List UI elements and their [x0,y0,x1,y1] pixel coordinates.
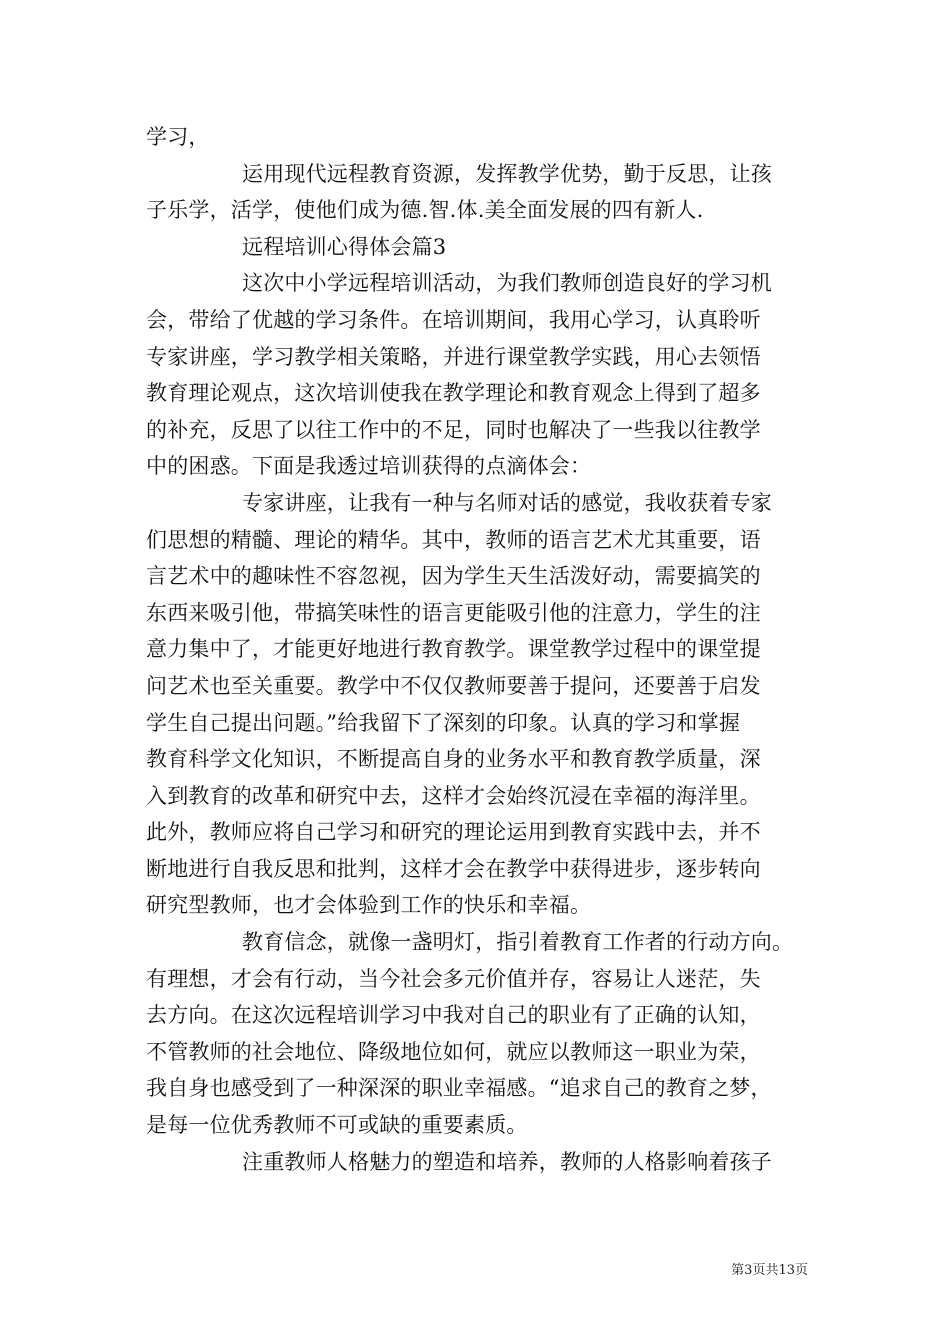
text-line: 学生自己提出问题。”给我留下了深刻的印象。认真的学习和掌握 [146,710,741,735]
text-line: 的补充，反思了以往工作中的不足，同时也解决了一些我以往教学 [146,417,761,442]
page-number: 第3页共13页 [731,1263,808,1278]
text-line: 注重教师人格魅力的塑造和培养，教师的人格影响着孩子 [242,1149,772,1174]
text-line: 不管教师的社会地位、降级地位如何，就应以教师这一职业为荣， [146,1039,761,1064]
text-line: 会，带给了优越的学习条件。在培训期间，我用心学习，认真聆听 [146,307,761,332]
text-line: 子乐学，活学，使他们成为德.智.体.美全面发展的四有新人. [146,198,704,223]
text-line: 学习， [146,125,210,149]
text-line: 意力集中了，才能更好地进行教育教学。课堂教学过程中的课堂提 [146,637,761,662]
text-line: 研究型教师，也才会体验到工作的快乐和幸福。 [146,893,592,918]
text-line: 入到教育的改革和研究中去，这样才会始终沉浸在幸福的海洋里。 [146,783,761,808]
text-line: 运用现代远程教育资源，发挥教学优势，勤于反思，让孩 [242,161,772,186]
section-heading: 远程培训心得体会篇3 [242,234,447,259]
text-line: 教育信念，就像一盏明灯，指引着教育工作者的行动方向。 [242,930,794,955]
text-line: 教育科学文化知识，不断提高自身的业务水平和教育教学质量，深 [146,747,761,772]
text-line: 中的困惑。下面是我透过培训获得的点滴体会： [146,454,592,479]
text-line: 此外，教师应将自己学习和研究的理论运用到教育实践中去，并不 [146,820,761,845]
text-line: 是每一位优秀教师不可或缺的重要素质。 [146,1113,528,1138]
text-line: 专家讲座，让我有一种与名师对话的感觉，我收获着专家 [242,490,772,515]
text-line: 问艺术也至关重要。教学中不仅仅教师要善于提问，还要善于启发 [146,673,761,698]
text-line: 东西来吸引他，带搞笑味性的语言更能吸引他的注意力，学生的注 [146,600,761,625]
text-line: 有理想，才会有行动，当今社会多元价值并存，容易让人迷茫，失 [146,966,761,991]
text-line: 去方向。在这次远程培训学习中我对自己的职业有了正确的认知， [146,1003,761,1028]
text-line: 言艺术中的趣味性不容忽视，因为学生天生活泼好动，需要搞笑的 [146,564,761,589]
text-line: 专家讲座，学习教学相关策略，并进行课堂教学实践，用心去领悟 [146,344,761,369]
text-line: 教育理论观点，这次培训使我在教学理论和教育观念上得到了超多 [146,381,761,406]
text-line: 断地进行自我反思和批判，这样才会在教学中获得进步，逐步转向 [146,856,761,881]
text-line: 我自身也感受到了一种深深的职业幸福感。“追求自己的教育之梦， [146,1076,772,1101]
text-line: 们思想的精髓、理论的精华。其中，教师的语言艺术尤其重要，语 [146,527,761,552]
text-line: 这次中小学远程培训活动，为我们教师创造良好的学习机 [242,271,772,296]
body-text [146,119,822,1180]
